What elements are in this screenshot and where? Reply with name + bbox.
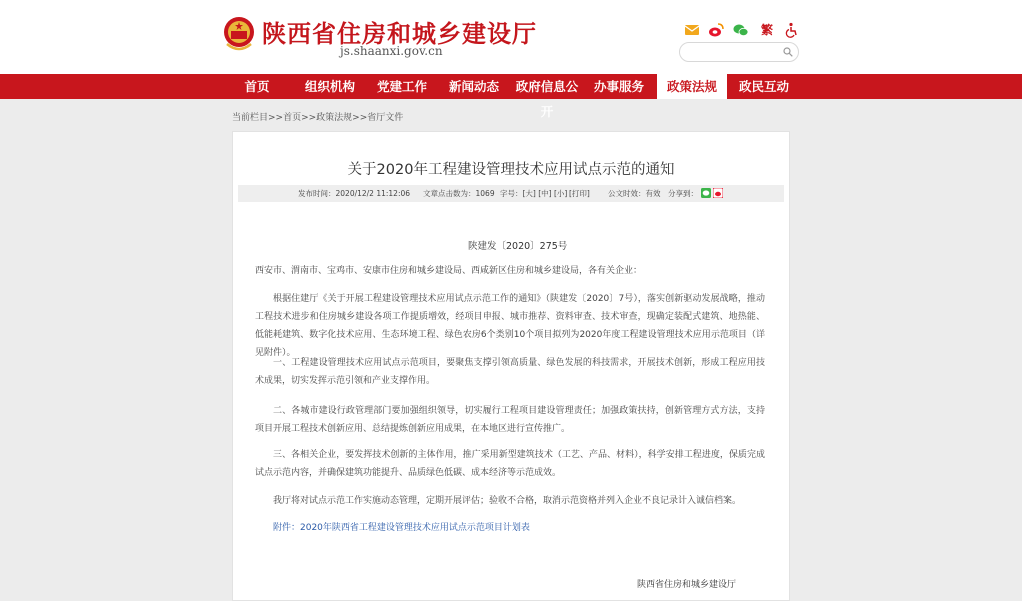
share-label: 分享到： xyxy=(668,189,698,198)
addressee-paragraph: 西安市、渭南市、宝鸡市、安康市住房和城乡建设局、西咸新区住房和城乡建设局，各有关企业： xyxy=(255,266,643,276)
nav-item-organization[interactable]: 组织机构 xyxy=(304,79,355,94)
nav-item-news[interactable]: 新闻动态 xyxy=(448,79,499,94)
accessibility-icon[interactable] xyxy=(783,22,799,38)
body-paragraph: 一、工程建设管理技术应用试点示范项目，要聚焦支撑引领高质量、绿色发展的科技需求，开展技术创新，形成工程应用技术成果，切实发挥示范引领和产业支撑作用。 xyxy=(255,358,765,386)
search-icon[interactable] xyxy=(783,47,793,57)
article-title: 关于2020年工程建设管理技术应用试点示范的通知 xyxy=(347,162,675,178)
body-paragraph: 二、各城市建设行政管理部门要加强组织领导，切实履行工程项目建设管理责任；加强政策扶持，创新管理方式方法，支持项目开展工程技术创新应用、总结提炼创新应用成果，在本地区进行宣传推广。 xyxy=(255,406,765,434)
nav-item-policy[interactable]: 政策法规 xyxy=(657,74,727,99)
publish-time: 发布时间：2020/12/2 11:12:06 xyxy=(298,189,411,198)
document-number: 陕建发〔2020〕275号 xyxy=(468,241,568,252)
nav-item-party-building[interactable]: 党建工作 xyxy=(376,79,427,94)
share-wechat-icon[interactable] xyxy=(701,188,711,198)
site-domain: js.shaanxi.gov.cn xyxy=(340,44,443,58)
body-paragraph: 我厅将对试点示范工作实施动态管理，定期开展评估；验收不合格，取消示范资格并列入企业不良记录计入诚信档案。 xyxy=(273,496,742,506)
document-validity: 公文时效：有效 xyxy=(608,189,661,198)
breadcrumb-prefix: 当前栏目 xyxy=(232,113,269,123)
body-paragraph: 根据住建厅《关于开展工程建设管理技术应用试点示范工作的通知》（陕建发〔2020〕7号），落实创新驱动发展战略，推动工程技术进步和住房城乡建设各项工作提质增效，经项目申报、城市推荐、资料审查、技术审查，现确定装配式建筑、地热能、低能耗建筑、数字化技术应用、生态环境工程、绿色农房6个类别10个项目拟列为2020年度工程建设管理技术应用示范项目（详见附件）。 xyxy=(255,294,765,358)
nav-item-services[interactable]: 办事服务 xyxy=(593,79,644,94)
share-weibo-icon[interactable] xyxy=(713,188,723,198)
nav-item-home[interactable]: 首页 xyxy=(244,79,270,94)
traditional-chinese-icon[interactable]: 繁 xyxy=(760,23,773,37)
article-panel xyxy=(232,131,790,601)
weibo-icon[interactable] xyxy=(708,22,724,38)
body-paragraph: 三、各相关企业，要发挥技术创新的主体作用，推广采用新型建筑技术（工艺、产品、材料），科学安排工程进度，保质完成试点示范内容，并确保建筑功能提升、品质绿色低碳、成本经济等示范成效。 xyxy=(255,450,765,478)
issuer-signature: 陕西省住房和城乡建设厅 xyxy=(637,580,737,590)
wechat-icon[interactable] xyxy=(733,22,749,38)
article-meta-bar xyxy=(238,185,784,202)
site-header xyxy=(0,0,1022,74)
nav-item-interaction[interactable]: 政民互动 xyxy=(738,79,789,94)
font-size-selector[interactable]: 字号：[大] [中] [小] xyxy=(500,189,568,198)
breadcrumb-trail[interactable]: >>首页>>政策法规>>省厅文件 xyxy=(268,113,404,123)
search-box xyxy=(679,42,799,62)
breadcrumb xyxy=(232,110,403,123)
mail-icon[interactable] xyxy=(684,22,700,38)
attachment-link[interactable]: 附件：2020年陕西省工程建设管理技术应用试点示范项目计划表 xyxy=(273,523,530,533)
search-input[interactable] xyxy=(688,47,788,65)
print-button[interactable]: [打印] xyxy=(569,189,590,198)
national-emblem-icon xyxy=(222,14,256,52)
site-title[interactable]: 陕西省住房和城乡建设厅 xyxy=(262,19,537,48)
view-count: 文章点击数为：1069 xyxy=(423,189,495,198)
nav-item-gov-info[interactable]: 政府信息公开 xyxy=(515,79,579,119)
